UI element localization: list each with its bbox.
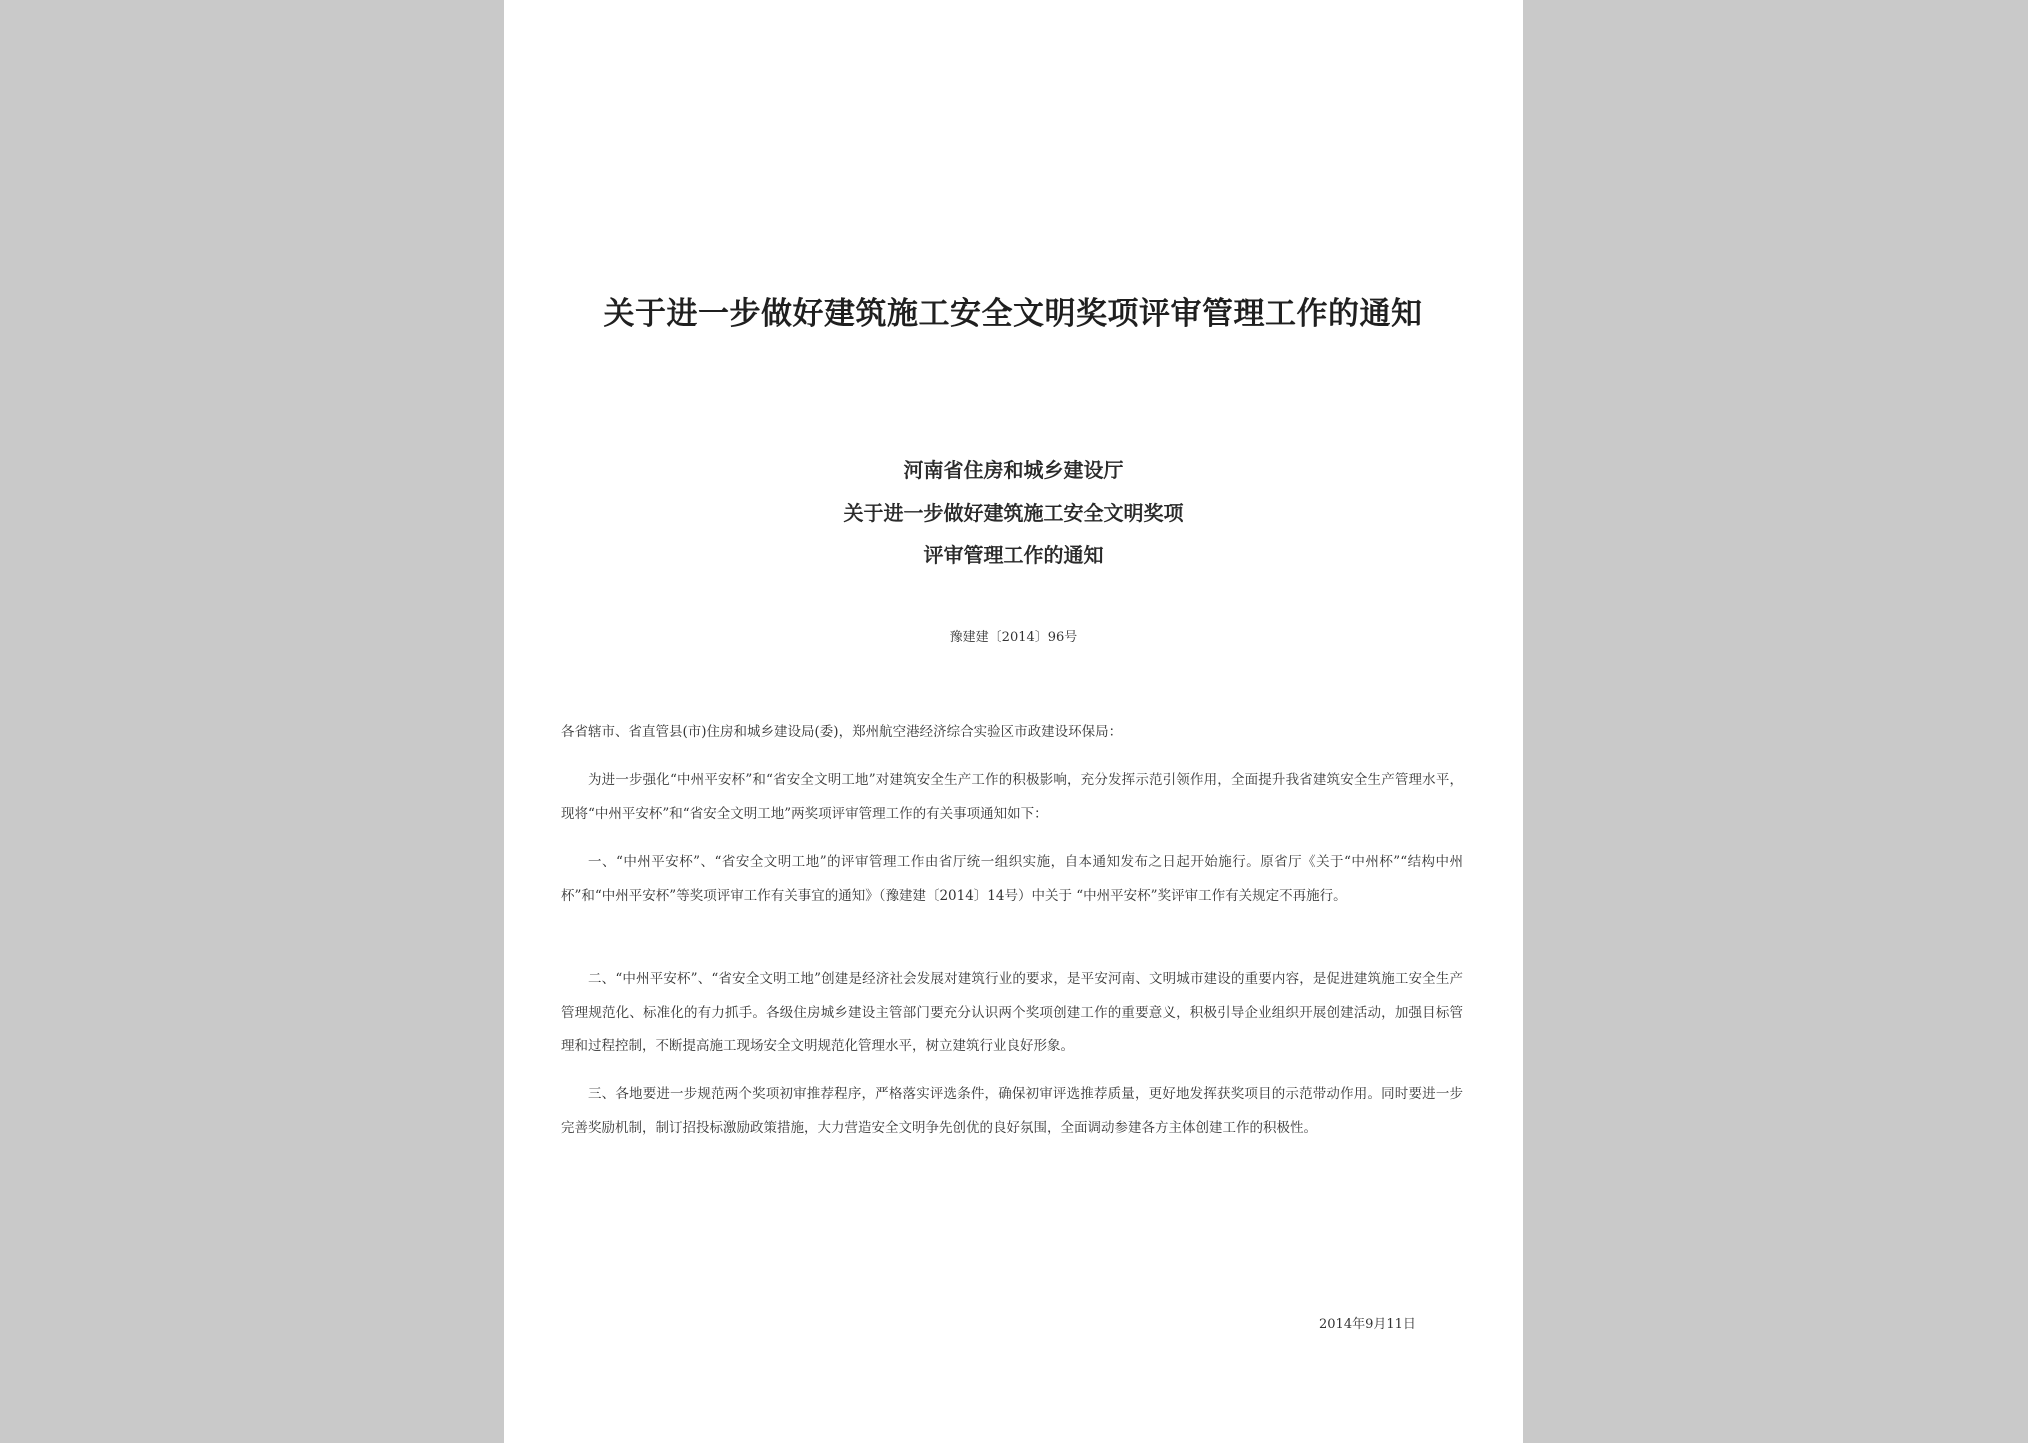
paragraph-item-2: 二、“中州平安杯”、“省安全文明工地”创建是经济社会发展对建筑行业的要求，是平安河南、文明城市建设的重要内容，是促进建筑施工安全生产管理规范化、标准化的有力抓手。各级住房城乡建设主管部门要充分认识两个奖项创建工作的重要意义，积极引导企业组织开展创建活动，加强目标管理和过程控制，不断提高施工现场安全文明规范化管理水平，树立建筑行业良好形象。 — [561, 971, 1463, 1054]
paragraph-intro: 为进一步强化“中州平安杯”和“省安全文明工地”对建筑安全生产工作的积极影响，充分发挥示范引领作用，全面提升我省建筑安全生产管理水平，现将“中州平安杯”和“省安全文明工地”两奖项评审管理工作的有关事项通知如下： — [561, 772, 1463, 822]
document-number: 豫建建〔2014〕96号 — [949, 630, 1078, 645]
subtitle-line-2: 评审管理工作的通知 — [923, 543, 1104, 567]
paragraph-item-1: 一、“中州平安杯”、“省安全文明工地”的评审管理工作由省厅统一组织实施，自本通知发布之日起开始施行。原省厅《关于“中州杯”“结构中州杯”和“中州平安杯”等奖项评审工作有关事宜的通知》（豫建建〔2014〕14号）中关于 “中州平安杯”奖评审工作有关规定不再施行。 — [561, 854, 1463, 904]
issuer-name: 河南省住房和城乡建设厅 — [903, 458, 1124, 482]
document-title: 关于进一步做好建筑施工安全文明奖项评审管理工作的通知 — [603, 296, 1423, 332]
document-page — [504, 0, 1523, 1443]
addressee-line: 各省辖市、省直管县(市)住房和城乡建设局(委)，郑州航空港经济综合实验区市政建设环保局： — [561, 724, 1123, 740]
paragraph-item-3: 三、各地要进一步规范两个奖项初审推荐程序，严格落实评选条件，确保初审评选推荐质量，更好地发挥获奖项目的示范带动作用。同时要进一步完善奖励机制，制订招投标激励政策措施，大力营造安全文明争先创优的良好氛围，全面调动参建各方主体创建工作的积极性。 — [561, 1086, 1463, 1136]
document-date: 2014年9月11日 — [1319, 1317, 1416, 1332]
subtitle-line-1: 关于进一步做好建筑施工安全文明奖项 — [843, 501, 1184, 525]
